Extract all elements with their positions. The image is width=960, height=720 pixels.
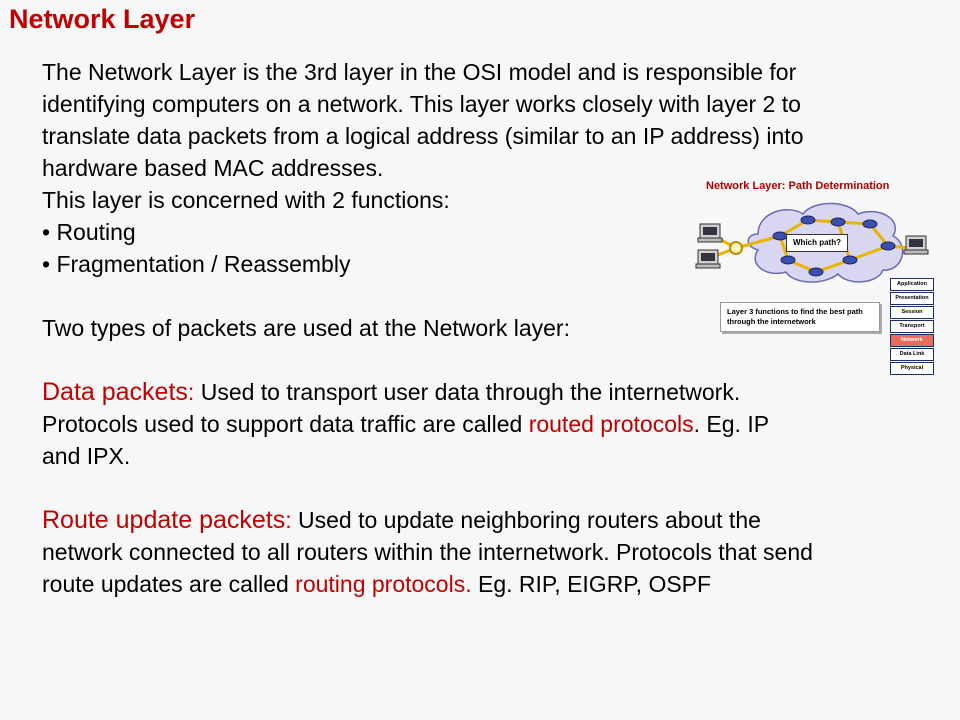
osi-layer-physical: Physical (890, 362, 934, 375)
functions-intro: This layer is concerned with 2 functions: (42, 187, 450, 213)
computer-icon (696, 250, 720, 268)
routing-protocols-term: routing protocols. (295, 571, 472, 597)
route-update-line3 (42, 568, 942, 600)
paragraph-line: The Network Layer is the 3rd layer in the OSI model and is responsible for (42, 59, 797, 85)
osi-layer-transport: Transport (890, 320, 934, 333)
route-update-line (42, 504, 942, 536)
osi-stack (890, 278, 934, 376)
osi-layer-network: Network (890, 334, 934, 347)
term-colon: : (285, 507, 292, 533)
osi-layer-session: Session (890, 306, 934, 319)
data-packets-line2 (42, 408, 942, 440)
text-segment: Protocols used to support data traffic are called (42, 411, 529, 437)
text-segment: route updates are called (42, 571, 296, 597)
page-title: Network Layer (9, 4, 196, 34)
osi-layer-application: Application (890, 278, 934, 291)
route-update-line2: network connected to all routers within the internetwork. Protocols that send (42, 539, 813, 565)
paragraph-line: translate data packets from a logical address (similar to an IP address) into (42, 123, 804, 149)
function-item-fragmentation: • Fragmentation / Reassembly (42, 251, 351, 277)
osi-layer-presentation: Presentation (890, 292, 934, 305)
function-item-routing: • Routing (42, 219, 136, 245)
data-packets-desc: Used to transport user data through the internetwork. (194, 379, 741, 405)
data-packets-term: Data packets (42, 378, 188, 406)
route-update-desc: Used to update neighboring routers about the (291, 507, 761, 533)
path-determination-diagram (688, 174, 938, 371)
paragraph-line: hardware based MAC addresses. (42, 155, 384, 181)
text-segment: . Eg. IP (693, 411, 770, 437)
which-path-label: Which path? (786, 234, 848, 252)
data-packets-line (42, 376, 942, 408)
routed-protocols-term: routed protocols (528, 411, 694, 437)
route-update-term: Route update packets (42, 506, 286, 534)
computer-icon (904, 236, 928, 254)
paragraph-line: identifying computers on a network. This layer works closely with layer 2 to (42, 91, 801, 117)
computer-icon (698, 224, 722, 242)
hub-icon (730, 242, 742, 254)
osi-layer-data-link: Data Link (890, 348, 934, 361)
data-packets-line3: and IPX. (42, 443, 131, 469)
term-colon: : (187, 379, 195, 405)
diagram-caption: Layer 3 functions to find the best path through the internetwork (720, 302, 880, 332)
text-segment: Eg. RIP, EIGRP, OSPF (471, 571, 712, 597)
diagram-title: Network Layer: Path Determination (706, 180, 890, 192)
packet-types-intro: Two types of packets are used at the Network layer: (42, 315, 570, 341)
